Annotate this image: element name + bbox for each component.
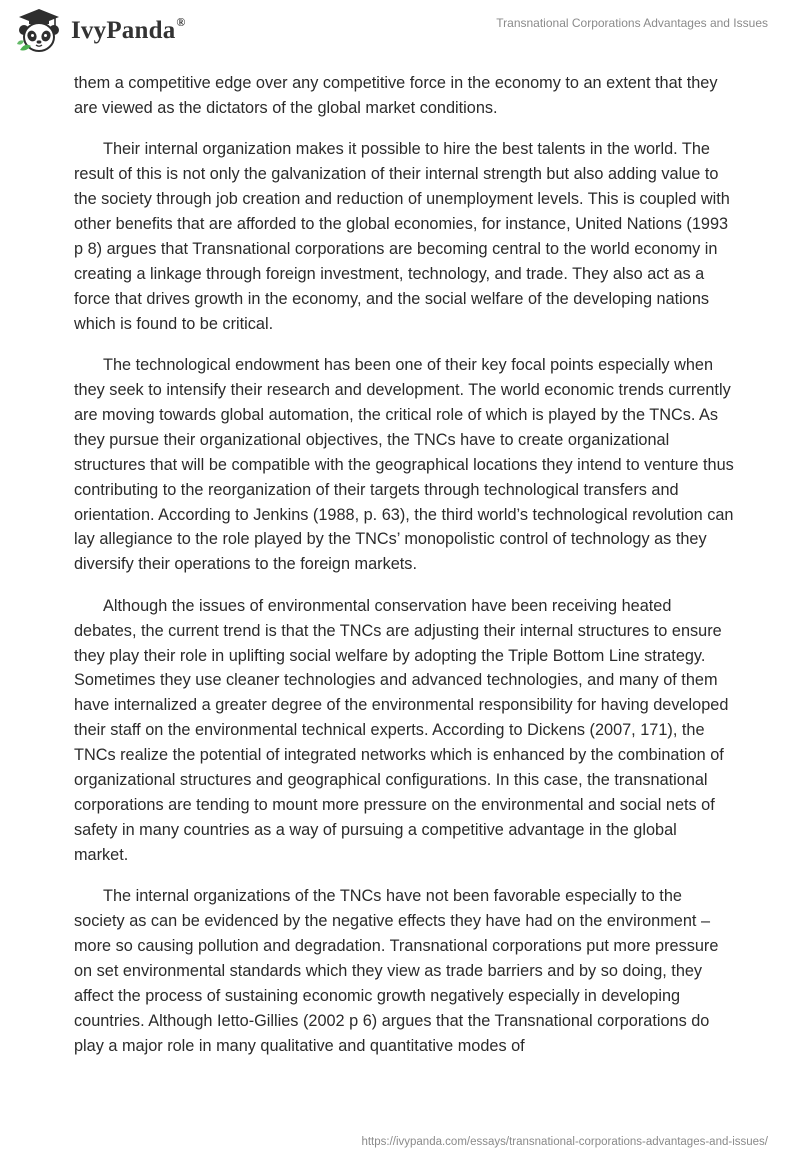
source-url[interactable]: https://ivypanda.com/essays/transnational-corporations-advantages-and-issues/	[361, 1136, 768, 1148]
paragraph-2: Their internal organization makes it possible to hire the best talents in the world. The result of this is not only the galvanization of their internal strength but also adding value to the society through job creation and reduction of unemployment levels. This is coupled with other benefits that are afforded to the global economies, for instance, United Nations (1993 p 8) argues that Transnational corporations are becoming central to the world economy in creating a linkage through foreign investment, technology, and trade. They also act as a force that drives growth in the economy, and the social welfare of the developing nations which is found to be critical.	[74, 140, 730, 333]
paragraph-3: The technological endowment has been one of their key focal points especially when they seek to intensify their research and development. The world economic trends currently are moving towards global automation, the critical role of which is played by the TNCs. As they pursue their organizational objectives, the TNCs have to create organizational structures that will be compatible with the geographical locations they intend to venture thus contributing to the reorganization of their targets through technological transfers and orientation. According to Jenkins (1988, p. 63), the third world’s technological revolution can lay allegiance to the role played by the TNCs’ monopolistic control of technology as they diversify their operations to the foreign markets.	[74, 356, 734, 574]
essay-body	[74, 71, 734, 1075]
paragraph-5: The internal organizations of the TNCs have not been favorable especially to the society as can be evidenced by the negative effects they have had on the environment – more so causing pollution and degradation. Transnational corporations put more pressure on set environmental standards which they view as trade barriers and by so doing, they affect the process of sustaining economic growth negatively especially in developing countries. Although Ietto-Gillies (2002 p 6) argues that the Transnational corporations do play a major role in many qualitative and quantitative modes of	[74, 887, 719, 1055]
document-title: Transnational Corporations Advantages and Issues	[496, 16, 768, 30]
page-header	[0, 0, 800, 66]
panda-graduate-icon	[14, 6, 64, 56]
brand-name: IvyPanda®	[71, 15, 186, 44]
registered-mark: ®	[176, 15, 186, 29]
paragraph-4: Although the issues of environmental conservation have been receiving heated debates, the current trend is that the TNCs are adjusting their internal structures to ensure they play their role in uplifting social welfare by adopting the Triple Bottom Line strategy. Sometimes they use cleaner technologies and advanced technologies, and many of them have internalized a greater degree of the environmental responsibility for having developed their staff on the environmental technical experts. According to Dickens (2007, 171), the TNCs realize the potential of integrated networks which is enhanced by the combination of organizational structures and geographical configurations. In this case, the transnational corporations are tending to mount more pressure on the environmental and social nets of safety in many countries as a way of pursuing a competitive advantage in the global market.	[74, 596, 729, 864]
ivypanda-logo[interactable]	[14, 6, 186, 56]
paragraph-1: them a competitive edge over any competitive force in the economy to an extent that they are viewed as the dictators of the global market conditions.	[74, 74, 718, 117]
